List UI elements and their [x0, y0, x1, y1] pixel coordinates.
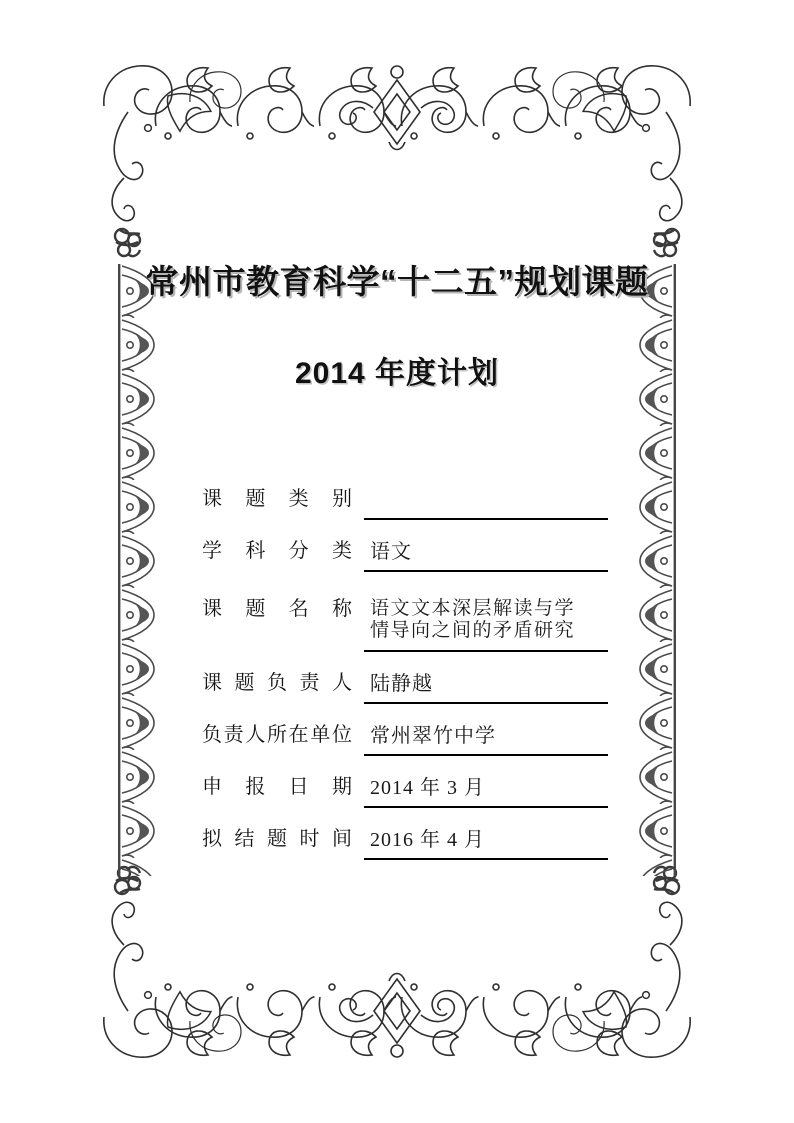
field-value: 2014 年 3 月	[370, 777, 485, 799]
document-title: 常州市教育科学“十二五”规划课题	[145, 263, 649, 300]
field-label: 申报日期	[202, 776, 352, 798]
field-value: 陆静越	[370, 673, 433, 695]
field-value-underline	[364, 777, 608, 808]
border-bottom	[104, 867, 690, 1057]
field-label: 课题负责人	[202, 672, 352, 694]
border-top	[104, 66, 690, 256]
field-value: 2016 年 4 月	[370, 829, 485, 851]
field-project-leader	[202, 652, 602, 704]
field-label: 课题名称	[202, 598, 352, 620]
field-leader-organization	[202, 704, 602, 756]
cover-form	[202, 476, 602, 860]
field-project-title	[202, 572, 602, 652]
field-planned-completion-date	[202, 808, 602, 860]
field-label: 课题类别	[202, 488, 352, 510]
field-label: 负责人所在单位	[202, 724, 352, 746]
document-subtitle: 2014 年度计划	[294, 357, 500, 390]
field-value-underline	[364, 598, 608, 652]
field-value-underline	[364, 489, 608, 520]
field-label: 拟结题时间	[202, 828, 352, 850]
field-value: 常州翠竹中学	[370, 725, 496, 747]
field-value: 语文	[370, 541, 412, 563]
field-value-underline	[364, 673, 608, 704]
field-value: 语文文本深层解读与学情导向之间的矛盾研究	[370, 598, 576, 641]
field-label: 学科分类	[202, 540, 352, 562]
field-value-underline	[364, 725, 608, 756]
field-application-date	[202, 756, 602, 808]
field-subject-classification	[202, 520, 602, 572]
field-value-underline	[364, 829, 608, 860]
field-value-underline	[364, 541, 608, 572]
field-project-category	[202, 476, 602, 520]
